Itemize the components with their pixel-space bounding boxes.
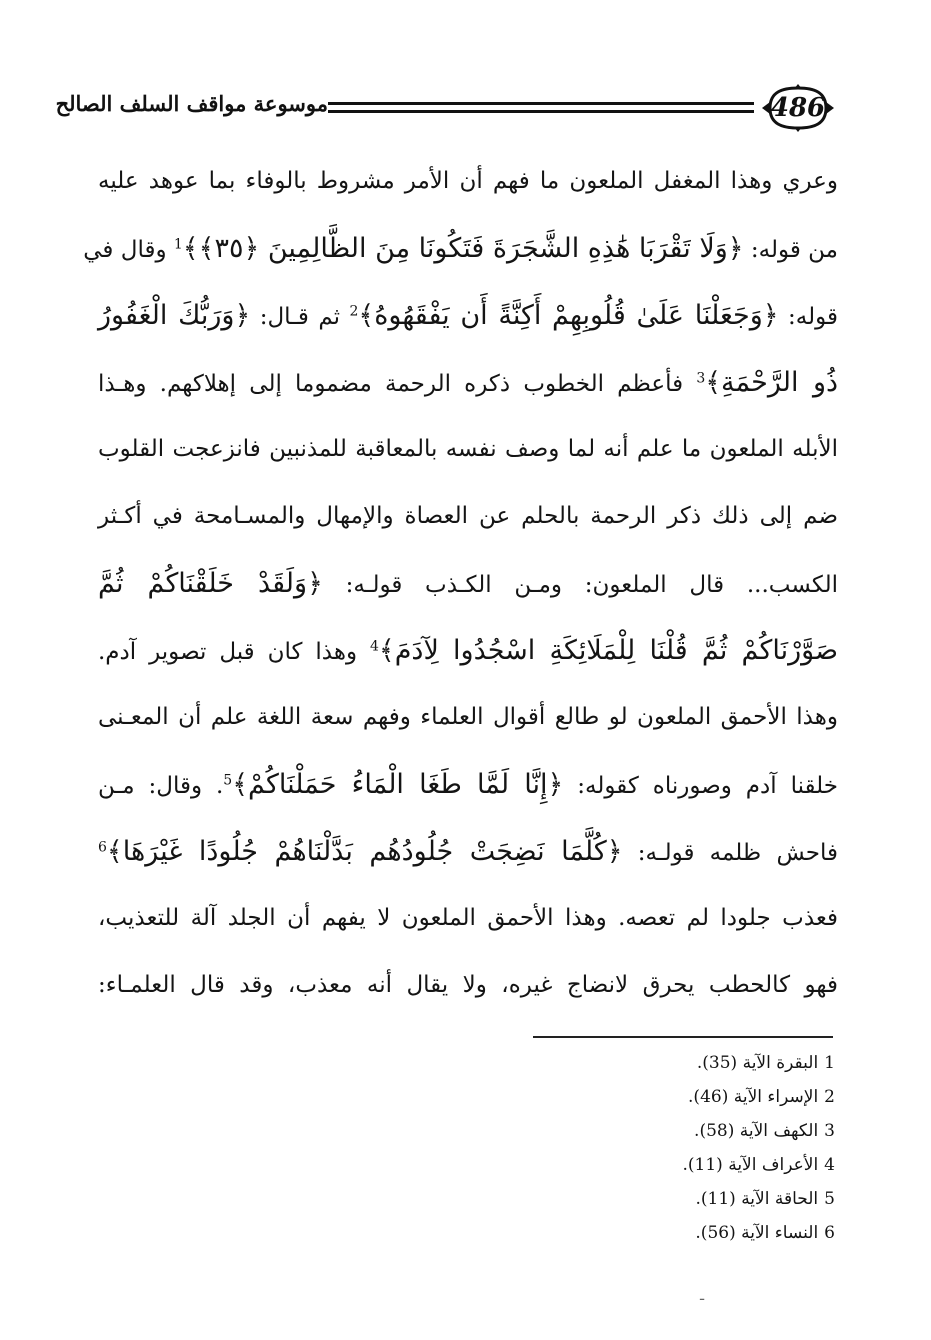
text-run: خلقنا آدم وصورناه كقوله: (563, 773, 838, 799)
text-line (98, 349, 838, 416)
text-line (98, 483, 838, 550)
quran-verse: ﴿وَلَا تَقْرَبَا هَٰذِهِ الشَّجَرَةَ فَتَكُونَا مِنَ الظَّالِمِينَ ﴿٣٥﴾﴾ (182, 233, 744, 264)
footnote-ref: 1 (173, 236, 183, 253)
footnote-item (435, 1114, 835, 1148)
footnote-text: الحاقة الآية (11). (695, 1189, 819, 1209)
footnote-text: الكهف الآية (58). (694, 1121, 819, 1141)
series-title: موسوعة مواقف السلف الصالح (55, 91, 328, 116)
text-line (98, 818, 838, 885)
footnote-number: 2 (824, 1087, 835, 1107)
footnote-ref: 6 (98, 839, 107, 856)
scan-mark: ـ (700, 1288, 705, 1304)
text-run: ثم قـال: (250, 304, 350, 330)
text-line (98, 952, 838, 1019)
page-number: 486 (770, 93, 826, 123)
text-run: الكسب... قال الملعون: ومـن الكـذب قولـه: (322, 572, 838, 598)
page-number-badge (760, 84, 836, 132)
text-line (98, 416, 838, 483)
footnotes-list (435, 1046, 835, 1250)
text-run: ضم إلى ذلك ذكر الرحمة بالحلم عن العصاة والإمهال والمسـامحة في أكـثر (98, 503, 838, 529)
text-run: فعذب جلودا لم تعصه. وهذا الأحمق الملعون لا يفهم أن الجلد آلة للتعذيب، (98, 905, 838, 931)
quran-verse: ﴿وَرَبُّكَ الْغَفُورُ (98, 300, 251, 331)
footnote-ref: 4 (369, 638, 379, 655)
text-line (83, 215, 838, 282)
text-run: فأعظم الخطوب ذكره الرحمة مضموما إلى إهلاكهم. وهـذا (98, 371, 697, 397)
text-run: فهو كالحطب يحرق لانضاج غيره، ولا يقال أنه معذب، وقد قال العلمـاء: (98, 972, 838, 998)
footnote-item (435, 1216, 835, 1250)
text-run: الأبله الملعون ما علم أنه لما وصف نفسه بالمعاقبة للمذنبين فانزعجت القلوب (98, 436, 838, 462)
text-line (98, 751, 838, 818)
quran-verse: ﴿كُلَّمَا نَضِجَتْ جُلُودُهُم بَدَّلْنَاهُمْ جُلُودًا غَيْرَهَا﴾ (106, 836, 623, 867)
footnote-item (435, 1080, 835, 1114)
text-run: وهذا الأحمق الملعون لو طالع أقوال العلماء وفهم سعة اللغة علم أن المعـنى (98, 704, 838, 730)
text-run: وعري وهذا المغفل الملعون ما فهم أن الأمر مشروط بالوفاء بما عوهد عليه (98, 168, 838, 194)
quran-verse: صَوَّرْنَاكُمْ ثُمَّ قُلْنَا لِلْمَلَائِكَةِ اسْجُدُوا لِآدَمَ﴾ (378, 635, 838, 666)
footnote-ref: 3 (696, 370, 706, 387)
body-text (83, 148, 839, 1019)
footnote-number: 1 (824, 1053, 835, 1073)
footnote-separator (533, 1036, 833, 1038)
page-header (55, 78, 850, 158)
text-line (98, 550, 838, 617)
quran-verse: ﴿إِنَّا لَمَّا طَغَا الْمَاءُ حَمَلْنَاكُمْ﴾ (232, 769, 564, 800)
text-line (98, 885, 838, 952)
footnote-number: 5 (824, 1189, 835, 1209)
text-line (98, 282, 838, 349)
footnote-number: 4 (824, 1155, 835, 1175)
footnote-ref: 5 (223, 772, 233, 789)
footnote-item (435, 1148, 835, 1182)
text-run: وقال في (83, 237, 174, 263)
footnote-text: الأعراف الآية (11). (682, 1155, 819, 1175)
footnote-item (435, 1182, 835, 1216)
text-run: فاحش ظلمه قولـه: (622, 840, 838, 866)
footnote-number: 6 (824, 1223, 835, 1243)
text-line (98, 617, 838, 684)
text-run: وهذا كان قبل تصوير آدم. (98, 639, 370, 665)
text-run: قوله: (778, 304, 839, 330)
footnote-text: الإسراء الآية (46). (688, 1087, 819, 1107)
text-line (98, 684, 838, 751)
quran-verse: ﴿وَجَعَلْنَا عَلَىٰ قُلُوبِهِمْ أَكِنَّةً أَن يَفْقَهُوهُ﴾ (358, 300, 779, 331)
footnote-text: البقرة الآية (35). (696, 1053, 819, 1073)
footnote-item (435, 1046, 835, 1080)
quran-verse: ذُو الرَّحْمَةِ﴾ (705, 367, 839, 398)
quran-verse: ﴿وَلَقَدْ خَلَقْنَاكُمْ ثُمَّ (98, 568, 323, 599)
header-rule (328, 102, 754, 116)
footnote-text: النساء الآية (56). (695, 1223, 819, 1243)
text-run: . وقال: مـن (98, 773, 224, 799)
text-line (98, 148, 838, 215)
text-run: من قوله: (743, 237, 838, 263)
footnote-number: 3 (824, 1121, 835, 1141)
footnote-ref: 2 (349, 303, 359, 320)
